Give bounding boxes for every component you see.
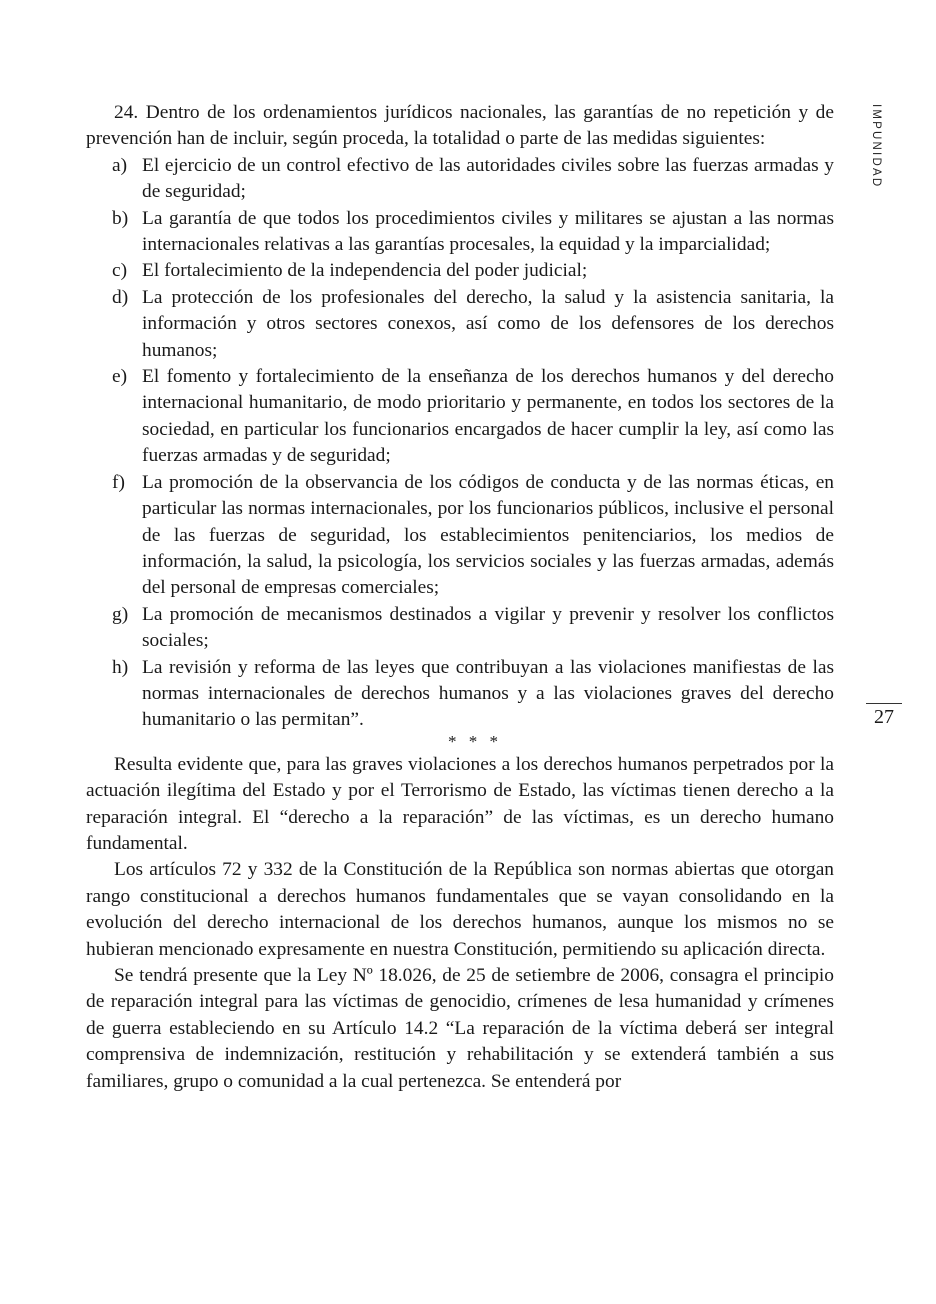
list-item-text: El fortalecimiento de la independencia del poder judicial; [142,260,588,282]
intro-paragraph: 24. Dentro de los ordenamientos jurídicos nacionales, las garantías de no repetición y de prevención han de incluir, según proceda, la totalidad o parte de las medidas siguientes: [86,102,834,150]
list-item-text: La revisión y reforma de las leyes que contribuyan a las violaciones manifiestas de las normas internacionales de derechos humanos y a las violaciones graves del derecho humanitario o las permitan”. [142,656,834,731]
list-letter: c) [112,260,128,282]
list-item-text: El ejercicio de un control efectivo de las autoridades civiles sobre las fuerzas armadas y de seguridad; [142,154,834,203]
list-item-a [86,153,834,206]
body-paragraph: Resulta evidente que, para las graves violaciones a los derechos humanos perpetrados por la actuación ilegítima del Estado y por el Terrorismo de Estado, las víctimas tienen derecho a la reparación integral. El “derecho a la reparación” de las víctimas, es un derecho humano fundamental. [86,753,834,854]
list-letter: h) [112,656,129,678]
section-separator: * * * [448,731,502,751]
list-item-d [86,285,834,364]
list-letter: g) [112,603,129,625]
list-item-b [86,206,834,259]
body-paragraph: Se tendrá presente que la Ley Nº 18.026, de 25 de setiembre de 2006, consagra el principio de reparación integral para las víctimas de genocidio, crímenes de lesa humanidad y crímenes de guerra estableciendo en su Artículo 14.2 “La reparación de la víctima deberá ser integral comprensiva de indemnización, restitución y rehabilitación y se extenderá también a sus familiares, grupo o comunidad a la cual pertenezca. Se entenderá por [86,965,834,1092]
list-item-text: La garantía de que todos los procedimientos civiles y militares se ajustan a las normas internacionales relativas a las garantías procesales, la equidad y la imparcialidad; [142,207,834,256]
list-letter: b) [112,207,129,229]
list-item-text: La protección de los profesionales del derecho, la salud y la asistencia sanitaria, la información y otros sectores conexos, así como de los defensores de los derechos humanos; [142,286,834,361]
folio-rule [866,703,902,704]
body-paragraph: Los artículos 72 y 332 de la Constitución de la República son normas abiertas que otorgan rango constitucional a derechos humanos fundamentales que se vayan consolidando en la evolución del derecho internacional de los derechos humanos, aunque los mismos no se hubieran mencionado expresamente en nuestra Constitución, permitiendo su aplicación directa. [86,859,834,960]
list-letter: f) [112,471,125,493]
list-item-text: La promoción de la observancia de los códigos de conducta y de las normas éticas, en particular las normas internacionales, por los funcionarios públicos, inclusive el personal de las fuerzas de seguridad, los establecimientos penitenciarios, los medios de información, la salud, la psicología, los servicios sociales y las fuerzas armadas, además del personal de empresas comerciales; [142,471,834,599]
running-head: IMPUNIDAD [870,104,882,189]
list-item-e [86,364,834,470]
list-letter: d) [112,286,129,308]
list-item-f [86,470,834,602]
list-item-c [86,258,834,284]
page-number: 27 [874,706,894,728]
list-item-g [86,602,834,655]
list-item-text: La promoción de mecanismos destinados a vigilar y prevenir y resolver los conflictos sociales; [142,603,834,652]
list-item-h [86,655,834,734]
body-text [86,100,834,1095]
list-letter: e) [112,366,128,388]
list-letter: a) [112,154,128,176]
measures-list [86,153,834,734]
list-item-text: El fomento y fortalecimiento de la enseñanza de los derechos humanos y del derecho internacional humanitario, de modo prioritario y permanente, en todos los sectores de la sociedad, en particular los funcionarios encargados de hacer cumplir la ley, así como las fuerzas armadas y de seguridad; [142,366,834,467]
